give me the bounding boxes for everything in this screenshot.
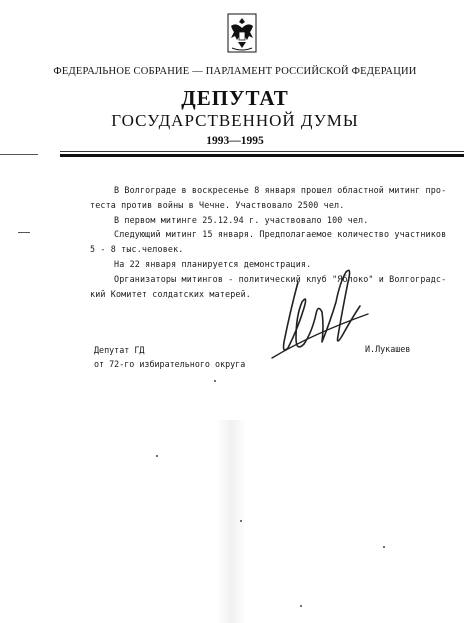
speck (300, 605, 302, 607)
body-line: кий Комитет солдатских матерей. (90, 288, 251, 299)
header-divider-thin (60, 151, 464, 152)
page-subtitle: ГОСУДАРСТВЕННОЙ ДУМЫ (111, 111, 359, 130)
speck (383, 546, 385, 548)
signer-role-line1: Депутат ГД (94, 345, 145, 355)
body-line: В Волгограде в воскресенье 8 января прошел областной митинг про- (114, 185, 447, 195)
organization-line: ФЕДЕРАЛЬНОЕ СОБРАНИЕ — ПАРЛАМЕНТ РОССИЙСКОЙ ФЕДЕРАЦИИ (53, 66, 417, 77)
body-line: Организаторы митингов - политический клуб "Яблоко" и Волгоградс- (114, 273, 447, 284)
body-line: На 22 января планируется демонстрация. (114, 258, 312, 269)
header-divider-thick (60, 154, 464, 157)
years-label: 1993—1995 (206, 135, 264, 147)
speck (214, 380, 216, 382)
margin-mark (18, 232, 30, 233)
signer-name: И.Лукашев (365, 344, 411, 354)
double-headed-eagle-emblem-icon (222, 8, 262, 58)
signer-role-line2: от 72-го избирательного округа (94, 359, 246, 369)
body-line: 5 - 8 тыс.человек. (90, 244, 184, 255)
speck (240, 520, 242, 522)
speck (156, 455, 158, 457)
signer-role (94, 343, 245, 371)
handwritten-signature (258, 262, 378, 372)
margin-mark (0, 154, 38, 155)
body-line: теста против войны в Чечне. Участвовало 2500 чел. (90, 199, 345, 210)
body-line: В первом митинге 25.12.94 г. участвовало 100 чел. (114, 214, 369, 225)
page-title: ДЕПУТАТ (181, 86, 289, 110)
body-line: Следующий митинг 15 января. Предполагаемое количество участников (114, 229, 447, 240)
